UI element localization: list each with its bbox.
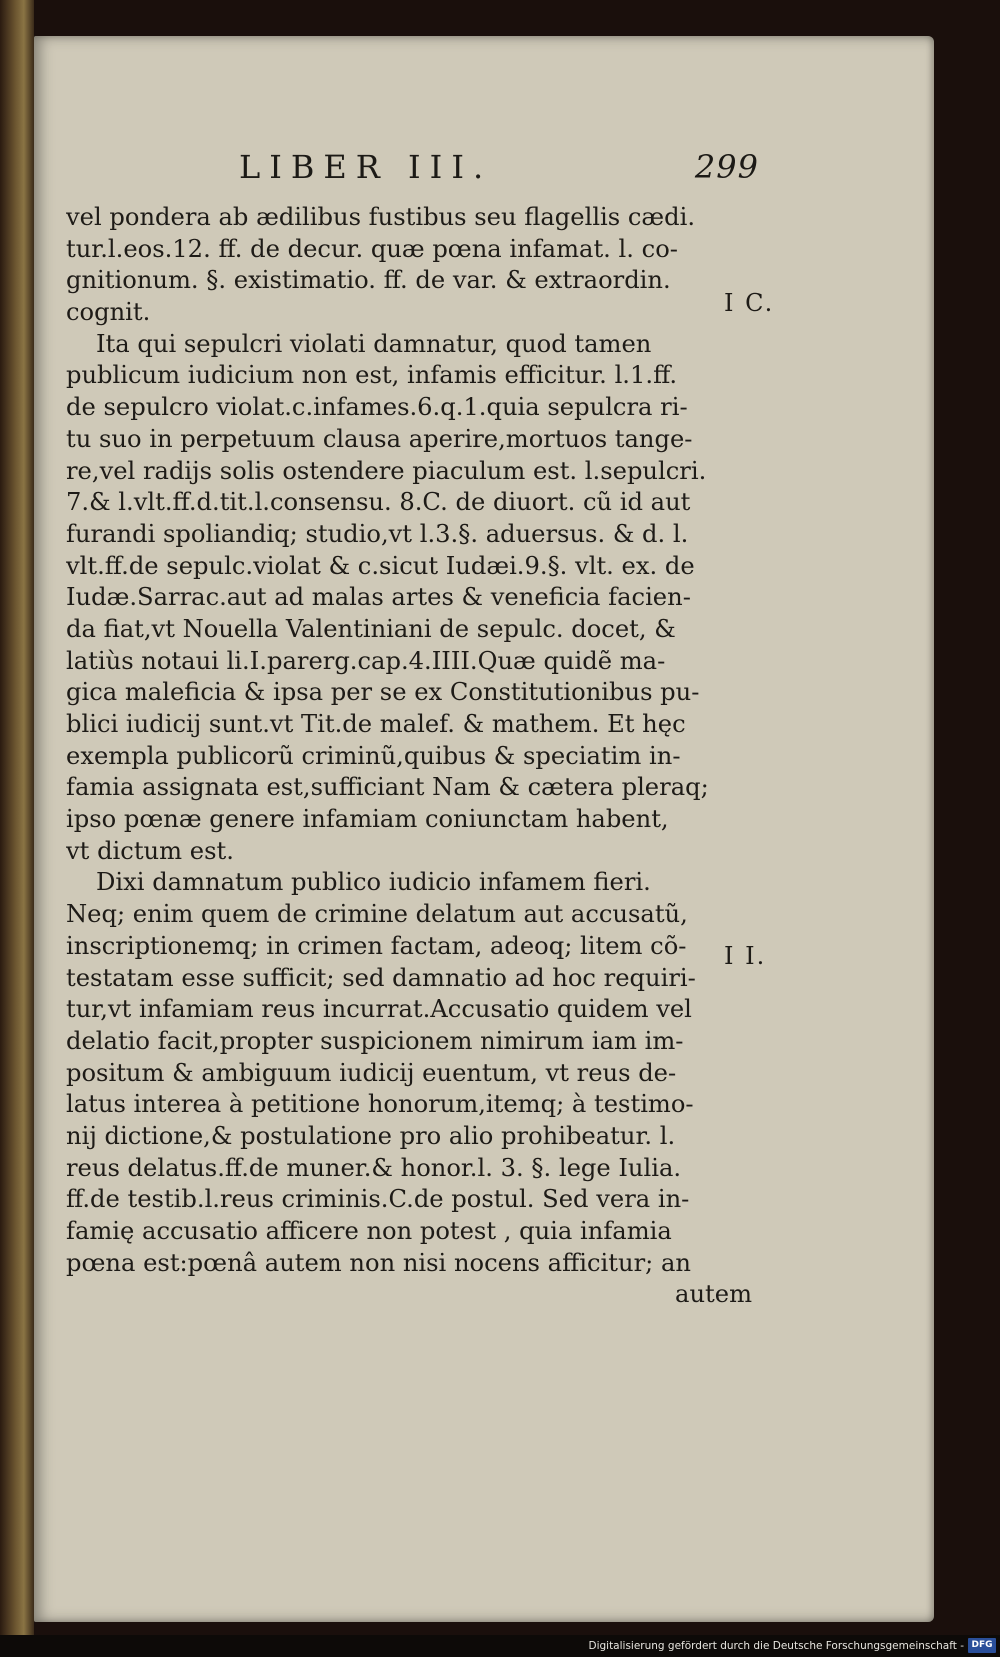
text-line: reus delatus.ff.de muner.& honor.l. 3. §. lege Iulia. [66, 1153, 682, 1182]
text-line: positum & ambiguum iudicij euentum, vt reus de- [66, 1058, 677, 1087]
text-line: vlt.ff.de sepulc.violat & c.sicut Iudæi.9.§. vlt. ex. de [66, 551, 695, 580]
text-line: exempla publicorũ criminũ,quibus & speciatim in- [66, 741, 681, 770]
catchword: autem [675, 1280, 752, 1309]
text-line: vt dictum est. [66, 836, 234, 865]
text-line: blici iudicij sunt.vt Tit.de malef. & mathem. Et hęc [66, 710, 686, 738]
text-line: 7.& l.vlt.ff.d.tit.l.consensu. 8.C. de diuort. cũ id aut [66, 488, 691, 517]
margin-note: I C. [724, 289, 775, 317]
text-line: publicum iudicium non est, infamis efficitur. l.1.ff. [66, 361, 678, 390]
text-line: ff.de testib.l.reus criminis.C.de postul. Sed vera in- [66, 1185, 690, 1214]
text-line: nij dictione,& postulatione pro alio prohibeatur. l. [66, 1121, 676, 1150]
text-line: cognit. [66, 298, 151, 327]
book-page [34, 36, 934, 1622]
book-spine [0, 0, 34, 1640]
text-line: famia assignata est,sufficiant Nam & cætera pleraq; [66, 773, 709, 802]
footer-bar [0, 1635, 1000, 1657]
body-text [66, 202, 756, 1311]
text-line: Iudæ.Sarrac.aut ad malas artes & veneficia facien- [66, 583, 691, 612]
text-line: delatio facit,propter suspicionem nimirum iam im- [66, 1026, 684, 1055]
text-line: pœna est:pœnâ autem non nisi nocens afficitur; an [66, 1248, 691, 1277]
text-line: tur.l.eos.12. ff. de decur. quæ pœna infamat. l. co- [66, 234, 678, 263]
text-line: Dixi damnatum publico iudicio infamem fieri. [96, 868, 651, 897]
text-line: da fiat,vt Nouella Valentiniani de sepulc. docet, & [66, 614, 676, 643]
text-line: famię accusatio afficere non potest , quia infamia [66, 1217, 672, 1245]
text-line: vel pondera ab ædilibus fustibus seu flagellis cædi. [66, 203, 696, 231]
page-number: 299 [694, 148, 759, 186]
text-line: latus interea à petitione honorum,itemq; à testimo- [66, 1090, 694, 1119]
text-line: latiùs notaui li.I.parerg.cap.4.IIII.Quæ quidẽ ma- [66, 646, 666, 675]
text-line: tur,vt infamiam reus incurrat.Accusatio quidem vel [66, 995, 692, 1024]
text-line: tu suo in perpetuum clausa aperire,mortuos tange- [66, 424, 693, 453]
text-line: Neq; enim quem de crimine delatum aut accusatũ, [66, 900, 688, 929]
running-title: LIBER III. [239, 148, 493, 186]
text-line: testatam esse sufficit; sed damnatio ad hoc requiri- [66, 963, 696, 992]
text-line: ipso pœnæ genere infamiam coniunctam habent, [66, 805, 669, 834]
text-line: inscriptionemq; in crimen factam, adeoq; litem cõ- [66, 931, 687, 960]
text-line: de sepulcro violat.c.infames.6.q.1.quia sepulcra ri- [66, 393, 688, 422]
margin-note: I I. [724, 942, 767, 970]
text-line: gnitionum. §. existimatio. ff. de var. & extraordin. [66, 266, 671, 295]
text-line: furandi spoliandiq; studio,vt l.3.§. aduersus. & d. l. [66, 519, 689, 548]
text-line: re,vel radijs solis ostendere piaculum est. l.sepulcri. [66, 456, 707, 485]
page-header [239, 148, 759, 188]
footer-credit: Digitalisierung gefördert durch die Deutsche Forschungsgemeinschaft - [588, 1640, 964, 1652]
text-line: gica maleficia & ipsa per se ex Constitutionibus pu- [66, 678, 700, 707]
text-line: Ita qui sepulcri violati damnatur, quod tamen [96, 329, 652, 358]
dfg-logo: DFG [968, 1638, 996, 1653]
